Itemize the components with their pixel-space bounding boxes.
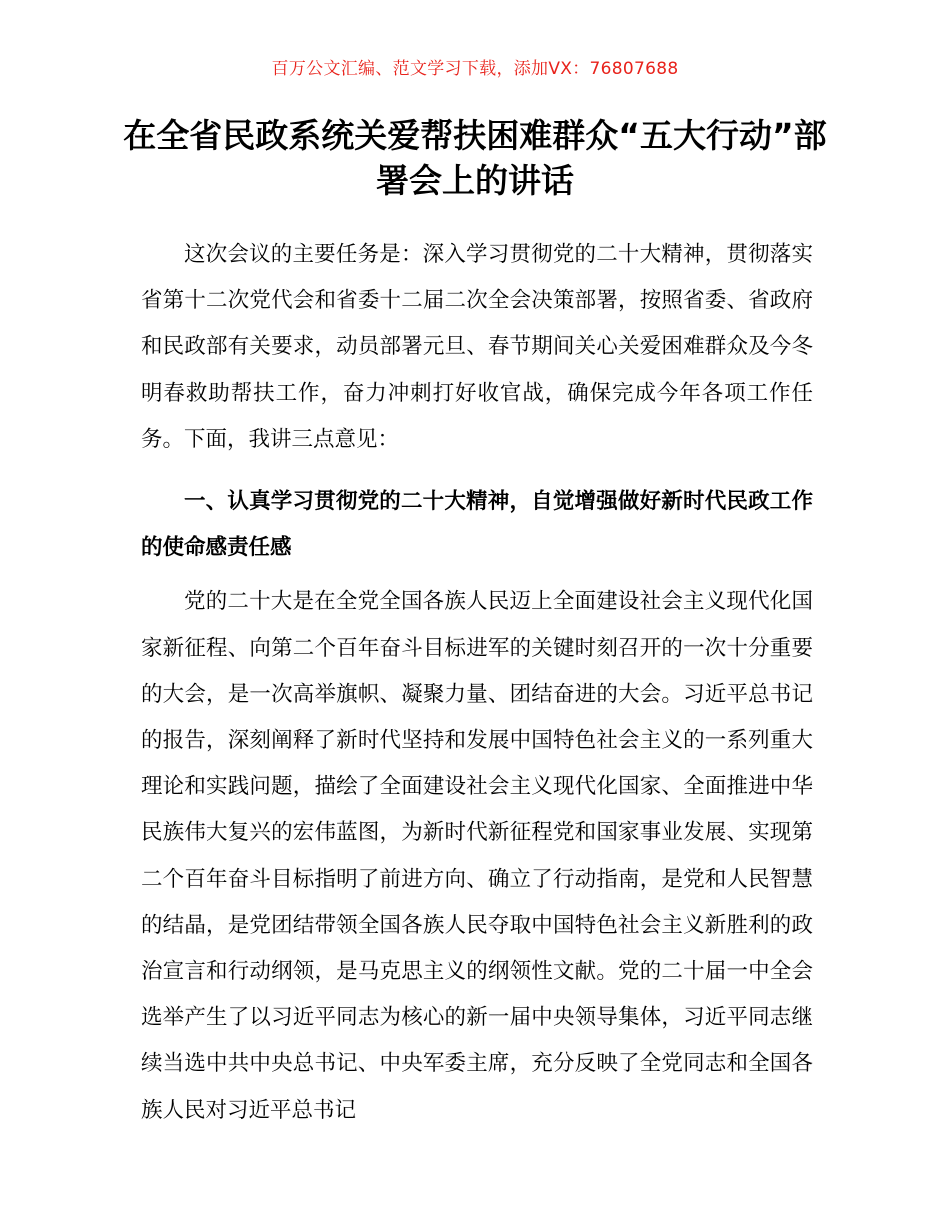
section-heading: 一、认真学习贯彻党的二十大精神，自觉增强做好新时代民政工作的使命感责任感 <box>141 489 813 561</box>
promo-banner: 百万公文汇编、范文学习下载，添加VX：76807688 <box>271 59 679 79</box>
document-body <box>141 232 813 1134</box>
document-title: 在全省民政系统关爱帮扶困难群众“五大行动”部署会上的讲话 <box>123 116 827 200</box>
intro-paragraph: 这次会议的主要任务是：深入学习贯彻党的二十大精神，贯彻落实省第十二次党代会和省委十二届二次全会决策部署，按照省委、省政府和民政部有关要求，动员部署元旦、春节期间关心关爱困难群众及今冬明春救助帮扶工作，奋力冲刺打好收官战，确保完成今年各项工作任务。下面，我讲三点意见： <box>141 242 813 452</box>
body-paragraph: 党的二十大是在全党全国各族人民迈上全面建设社会主义现代化国家新征程、向第二个百年奋斗目标进军的关键时刻召开的一次十分重要的大会，是一次高举旗帜、凝聚力量、团结奋进的大会。习近平总书记的报告，深刻阐释了新时代坚持和发展中国特色社会主义的一系列重大理论和实践问题，描绘了全面建设社会主义现代化国家、全面推进中华民族伟大复兴的宏伟蓝图，为新时代新征程党和国家事业发展、实现第二个百年奋斗目标指明了前进方向、确立了行动指南，是党和人民智慧的结晶，是党团结带领全国各族人民夺取中国特色社会主义新胜利的政治宣言和行动纲领，是马克思主义的纲领性文献。党的二十届一中全会选举产生了以习近平同志为核心的新一届中央领导集体，习近平同志继续当选中共中央总书记、中央军委主席，充分反映了全党同志和全国各族人民对习近平总书记 <box>141 589 813 1123</box>
